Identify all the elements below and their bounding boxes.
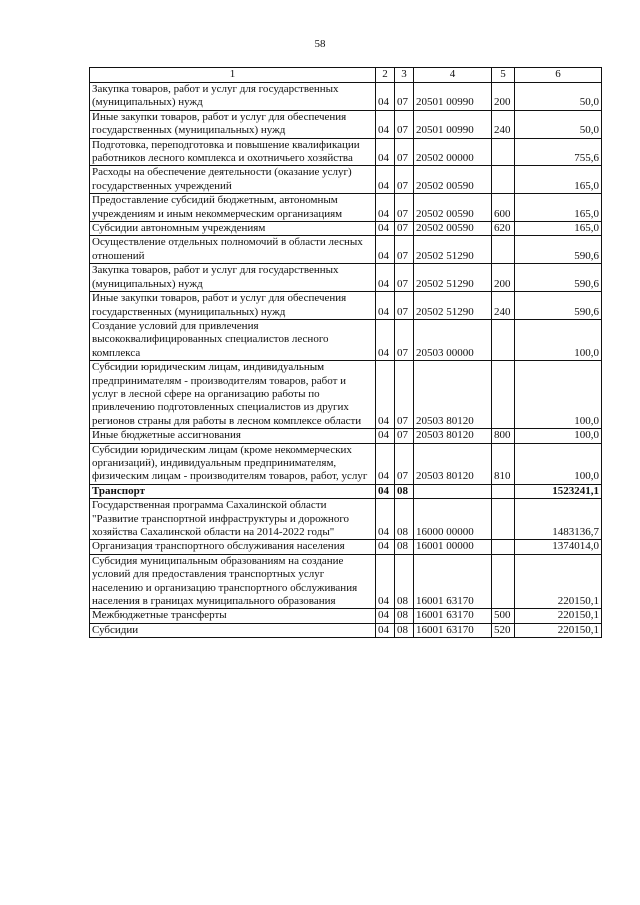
amount-cell: 100,0 [515,319,602,360]
header-col-6: 6 [515,68,602,83]
target-article-cell: 20502 00590 [414,166,492,194]
subsection-code-cell: 08 [395,554,414,609]
table-row [90,499,602,540]
amount-cell: 100,0 [515,443,602,484]
expense-type-cell: 620 [492,222,515,236]
amount-cell: 1483136,7 [515,499,602,540]
amount-cell: 165,0 [515,166,602,194]
row-name-cell: Субсидии автономным учреждениям [90,222,376,236]
target-article-cell: 20503 80120 [414,361,492,429]
expense-type-cell: 240 [492,110,515,138]
expense-type-cell [492,499,515,540]
amount-cell: 590,6 [515,292,602,320]
section-code-cell: 04 [376,236,395,264]
section-code-cell: 04 [376,83,395,111]
expense-type-cell [492,319,515,360]
section-code-cell: 04 [376,194,395,222]
amount-cell: 1523241,1 [515,484,602,498]
table-row [90,83,602,111]
table-row [90,166,602,194]
section-code-cell: 04 [376,138,395,166]
subsection-code-cell: 07 [395,83,414,111]
amount-cell: 220150,1 [515,554,602,609]
row-name-cell: Закупка товаров, работ и услуг для государственных (муниципальных) нужд [90,83,376,111]
subsection-code-cell: 08 [395,484,414,498]
expense-type-cell: 800 [492,429,515,443]
header-col-3: 3 [395,68,414,83]
table-row [90,443,602,484]
section-code-cell: 04 [376,554,395,609]
target-article-cell: 20503 80120 [414,443,492,484]
section-code-cell: 04 [376,292,395,320]
target-article-cell: 20501 00990 [414,110,492,138]
table-row [90,110,602,138]
subsection-code-cell: 07 [395,194,414,222]
table-row [90,292,602,320]
amount-cell: 100,0 [515,429,602,443]
subsection-code-cell: 08 [395,609,414,623]
target-article-cell [414,484,492,498]
table-row [90,222,602,236]
subsection-code-cell: 07 [395,429,414,443]
row-name-cell: Закупка товаров, работ и услуг для государственных (муниципальных) нужд [90,264,376,292]
expense-type-cell: 500 [492,609,515,623]
amount-cell: 590,6 [515,236,602,264]
section-code-cell: 04 [376,264,395,292]
table-header-row [90,68,602,83]
amount-cell: 165,0 [515,222,602,236]
expense-type-cell [492,236,515,264]
table-row [90,194,602,222]
row-name-cell: Осуществление отдельных полномочий в области лесных отношений [90,236,376,264]
subsection-code-cell: 08 [395,540,414,554]
section-code-cell: 04 [376,484,395,498]
subsection-code-cell: 07 [395,236,414,264]
amount-cell: 1374014,0 [515,540,602,554]
row-name-cell: Создание условий для привлечения высококвалифицированных специалистов лесного комплекса [90,319,376,360]
budget-table [89,67,602,638]
subsection-code-cell: 07 [395,361,414,429]
row-name-cell: Предоставление субсидий бюджетным, автономным учреждениям и иным некоммерческим организациям [90,194,376,222]
target-article-cell: 20501 00990 [414,83,492,111]
row-name-cell: Субсидии юридическим лицам (кроме некоммерческих организаций), индивидуальным предпринимателям, физическим лицам - производителям товаров, работ, услуг [90,443,376,484]
subsection-code-cell: 07 [395,110,414,138]
section-code-cell: 04 [376,499,395,540]
section-code-cell: 04 [376,222,395,236]
section-code-cell: 04 [376,319,395,360]
table-row [90,264,602,292]
header-col-5: 5 [492,68,515,83]
expense-type-cell [492,540,515,554]
target-article-cell: 20502 00000 [414,138,492,166]
target-article-cell: 20502 51290 [414,236,492,264]
target-article-cell: 20502 00590 [414,194,492,222]
row-name-cell: Транспорт [90,484,376,498]
table-row [90,623,602,637]
target-article-cell: 20502 00590 [414,222,492,236]
row-name-cell: Подготовка, переподготовка и повышение квалификации работников лесного комплекса и охотничьего хозяйства [90,138,376,166]
amount-cell: 220150,1 [515,623,602,637]
table-row [90,138,602,166]
section-code-cell: 04 [376,166,395,194]
amount-cell: 100,0 [515,361,602,429]
subsection-code-cell: 07 [395,264,414,292]
row-name-cell: Субсидии [90,623,376,637]
row-name-cell: Субсидии юридическим лицам, индивидуальным предпринимателям - производителям товаров, работ и услуг в лесной сфере на организацию работы по привлечению подготовленных специалистов из других регионов страны для работы в лесном комплексе области [90,361,376,429]
amount-cell: 755,6 [515,138,602,166]
row-name-cell: Иные закупки товаров, работ и услуг для обеспечения государственных (муниципальных) нужд [90,292,376,320]
table-row [90,236,602,264]
expense-type-cell [492,138,515,166]
row-name-cell: Иные закупки товаров, работ и услуг для обеспечения государственных (муниципальных) нужд [90,110,376,138]
expense-type-cell [492,361,515,429]
target-article-cell: 16001 63170 [414,623,492,637]
amount-cell: 220150,1 [515,609,602,623]
row-name-cell: Расходы на обеспечение деятельности (оказание услуг) государственных учреждений [90,166,376,194]
table-row [90,609,602,623]
table-row [90,319,602,360]
header-col-2: 2 [376,68,395,83]
section-code-cell: 04 [376,623,395,637]
table-row [90,361,602,429]
target-article-cell: 20503 80120 [414,429,492,443]
section-code-cell: 04 [376,443,395,484]
header-col-4: 4 [414,68,492,83]
target-article-cell: 16001 63170 [414,609,492,623]
table-row [90,429,602,443]
table-row [90,554,602,609]
expense-type-cell: 520 [492,623,515,637]
section-code-cell: 04 [376,110,395,138]
amount-cell: 50,0 [515,83,602,111]
expense-type-cell: 240 [492,292,515,320]
section-code-cell: 04 [376,609,395,623]
row-name-cell: Государственная программа Сахалинской области "Развитие транспортной инфраструктуры и дорожного хозяйства Сахалинской области на 2014-2022 годы" [90,499,376,540]
table-row [90,540,602,554]
subsection-code-cell: 07 [395,222,414,236]
page-number: 58 [314,38,326,50]
expense-type-cell: 810 [492,443,515,484]
row-name-cell: Иные бюджетные ассигнования [90,429,376,443]
expense-type-cell: 600 [492,194,515,222]
amount-cell: 165,0 [515,194,602,222]
subsection-code-cell: 07 [395,443,414,484]
subsection-code-cell: 08 [395,499,414,540]
expense-type-cell: 200 [492,264,515,292]
target-article-cell: 16001 00000 [414,540,492,554]
section-code-cell: 04 [376,361,395,429]
target-article-cell: 20502 51290 [414,264,492,292]
target-article-cell: 16001 63170 [414,554,492,609]
subsection-code-cell: 07 [395,138,414,166]
section-code-cell: 04 [376,429,395,443]
expense-type-cell [492,484,515,498]
header-col-1: 1 [90,68,376,83]
subsection-code-cell: 07 [395,166,414,194]
row-name-cell: Межбюджетные трансферты [90,609,376,623]
amount-cell: 590,6 [515,264,602,292]
target-article-cell: 20503 00000 [414,319,492,360]
expense-type-cell: 200 [492,83,515,111]
subsection-code-cell: 07 [395,319,414,360]
row-name-cell: Субсидия муниципальным образованиям на создание условий для предоставления транспортных услуг населению и организацию транспортного обслуживания населения в границах муниципального образования [90,554,376,609]
target-article-cell: 16000 00000 [414,499,492,540]
row-name-cell: Организация транспортного обслуживания населения [90,540,376,554]
amount-cell: 50,0 [515,110,602,138]
expense-type-cell [492,554,515,609]
target-article-cell: 20502 51290 [414,292,492,320]
section-code-cell: 04 [376,540,395,554]
subsection-code-cell: 07 [395,292,414,320]
expense-type-cell [492,166,515,194]
subsection-code-cell: 08 [395,623,414,637]
table-row [90,484,602,498]
